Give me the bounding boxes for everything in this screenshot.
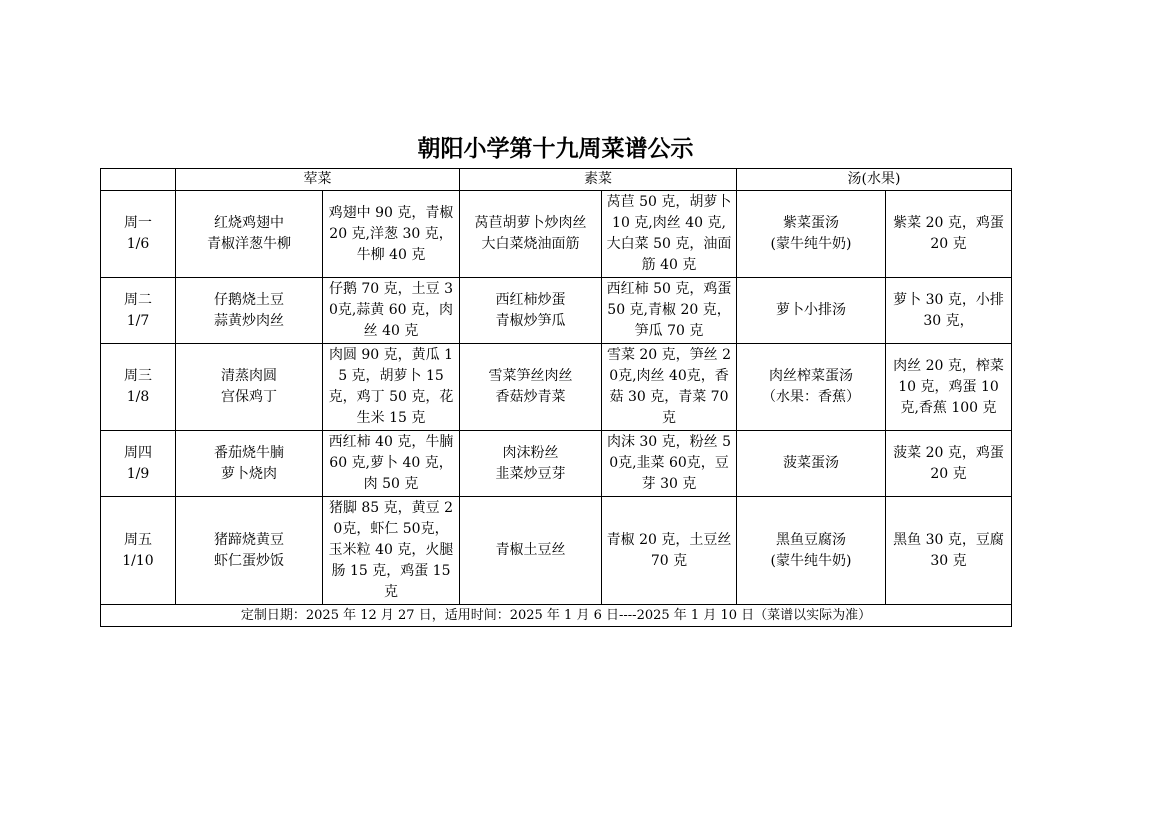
soup-dish: 紫菜蛋汤 — [783, 215, 839, 231]
footer-row — [101, 605, 1012, 627]
soup-dishes-cell — [737, 431, 886, 497]
day-cell — [101, 344, 176, 431]
soup-dish: 黑鱼豆腐汤 — [776, 531, 846, 548]
veg-dish: 莴苣胡萝卜炒肉丝 — [474, 215, 587, 231]
day-cell — [101, 278, 176, 344]
veg-dish: 韭菜炒豆芽 — [495, 465, 566, 482]
menu-table — [100, 168, 1012, 627]
meat-dish: 虾仁蛋炒饭 — [214, 552, 284, 569]
day-cell — [101, 431, 176, 497]
soup-ingredients-cell: 紫菜 20 克，鸡蛋 20 克 — [886, 191, 1012, 278]
day-label: 周四 — [124, 444, 152, 461]
soup-ingredients-cell: 肉丝 20 克，榨菜 10 克，鸡蛋 10 克,香蕉 100 克 — [886, 344, 1012, 431]
meat-dishes-cell — [176, 431, 323, 497]
header-meat: 荤菜 — [176, 169, 460, 191]
header-veg: 素菜 — [460, 169, 737, 191]
day-date: 1/6 — [126, 236, 150, 252]
day-date: 1/7 — [126, 312, 150, 329]
meat-dishes-cell — [176, 191, 323, 278]
veg-ingredients-cell: 莴苣 50 克，胡萝卜 10 克,肉丝 40 克,大白菜 50 克，油面筋 40 克 — [602, 191, 737, 278]
day-label: 周五 — [124, 531, 152, 548]
veg-dish: 青椒土豆丝 — [495, 542, 566, 558]
meat-ingredients-cell: 西红柿 40 克，牛腩 60 克,萝卜 40 克，肉 50 克 — [323, 431, 460, 497]
meat-dish: 萝卜烧肉 — [221, 465, 277, 482]
meat-dish: 仔鹅烧土豆 — [214, 291, 284, 308]
veg-dishes-cell — [460, 497, 602, 605]
meat-dish: 宫保鸡丁 — [221, 389, 277, 405]
soup-ingredients-cell: 萝卜 30 克，小排 30 克， — [886, 278, 1012, 344]
soup-dish: 肉丝榨菜蛋汤 — [769, 368, 853, 384]
veg-dish: 大白菜烧油面筋 — [481, 236, 580, 252]
meat-ingredients-cell: 鸡翅中 90 克，青椒 20 克,洋葱 30 克，牛柳 40 克 — [323, 191, 460, 278]
veg-ingredients-cell: 肉沫 30 克，粉丝 50克,韭菜 60克，豆芽 30 克 — [602, 431, 737, 497]
day-label: 周三 — [124, 368, 152, 384]
meat-dish: 猪蹄烧黄豆 — [214, 531, 284, 548]
day-label: 周二 — [124, 291, 152, 308]
veg-dish: 肉沫粉丝 — [502, 444, 559, 461]
meat-dish: 清蒸肉圆 — [221, 368, 277, 384]
meat-dishes-cell — [176, 344, 323, 431]
day-label: 周一 — [124, 215, 152, 231]
meat-dishes-cell — [176, 497, 323, 605]
soup-dish: 菠菜蛋汤 — [783, 455, 839, 471]
footer-note: 定制日期：2025 年 12 月 27 日，适用时间：2025 年 1 月 6 日----2025 年 1 月 10 日（菜谱以实际为准） — [101, 605, 1012, 627]
header-row — [101, 169, 1012, 191]
soup-dishes-cell — [737, 278, 886, 344]
meat-dish: 蒜黄炒肉丝 — [214, 312, 284, 329]
soup-dish: （水果：香蕉） — [762, 389, 860, 405]
day-date: 1/10 — [122, 552, 154, 569]
veg-dishes-cell — [460, 344, 602, 431]
veg-dishes-cell — [460, 278, 602, 344]
soup-dishes-cell — [737, 191, 886, 278]
meat-dish: 青椒洋葱牛柳 — [207, 236, 291, 252]
veg-dish: 青椒炒笋瓜 — [495, 312, 566, 329]
header-soup: 汤(水果) — [737, 169, 1012, 191]
veg-dishes-cell — [460, 431, 602, 497]
table-row — [101, 497, 1012, 605]
meat-dish: 番茄烧牛腩 — [214, 444, 284, 461]
veg-dish: 香菇炒青菜 — [495, 389, 566, 405]
table-row — [101, 278, 1012, 344]
meat-ingredients-cell: 猪脚 85 克，黄豆 20克，虾仁 50克，玉米粒 40 克，火腿肠 15 克，鸡蛋 15 克 — [323, 497, 460, 605]
veg-ingredients-cell: 雪菜 20 克，笋丝 20克,肉丝 40克，香菇 30 克，青菜 70 克 — [602, 344, 737, 431]
veg-ingredients-cell: 青椒 20 克，土豆丝 70 克 — [602, 497, 737, 605]
meat-ingredients-cell: 肉圆 90 克，黄瓜 15 克，胡萝卜 15 克，鸡丁 50 克，花生米 15 克 — [323, 344, 460, 431]
meat-dishes-cell — [176, 278, 323, 344]
page-title: 朝阳小学第十九周菜谱公示 — [417, 136, 694, 162]
day-date: 1/8 — [126, 389, 150, 405]
veg-ingredients-cell: 西红柿 50 克，鸡蛋 50 克,青椒 20 克，笋瓜 70 克 — [602, 278, 737, 344]
soup-dishes-cell — [737, 344, 886, 431]
table-row — [101, 344, 1012, 431]
soup-dish: (蒙牛纯牛奶) — [770, 552, 852, 569]
soup-dish: (蒙牛纯牛奶) — [770, 236, 852, 252]
day-cell — [101, 497, 176, 605]
soup-ingredients-cell: 菠菜 20 克，鸡蛋 20 克 — [886, 431, 1012, 497]
veg-dish: 西红柿炒蛋 — [495, 291, 566, 308]
day-date: 1/9 — [126, 465, 150, 482]
veg-dishes-cell — [460, 191, 602, 278]
header-corner — [101, 169, 176, 191]
meat-dish: 红烧鸡翅中 — [214, 215, 284, 231]
soup-dish: 萝卜小排汤 — [776, 302, 846, 318]
soup-ingredients-cell: 黑鱼 30 克，豆腐 30 克 — [886, 497, 1012, 605]
soup-dishes-cell — [737, 497, 886, 605]
table-row — [101, 431, 1012, 497]
table-row — [101, 191, 1012, 278]
day-cell — [101, 191, 176, 278]
meat-ingredients-cell: 仔鹅 70 克，土豆 30克,蒜黄 60 克，肉丝 40 克 — [323, 278, 460, 344]
veg-dish: 雪菜笋丝肉丝 — [488, 368, 573, 384]
